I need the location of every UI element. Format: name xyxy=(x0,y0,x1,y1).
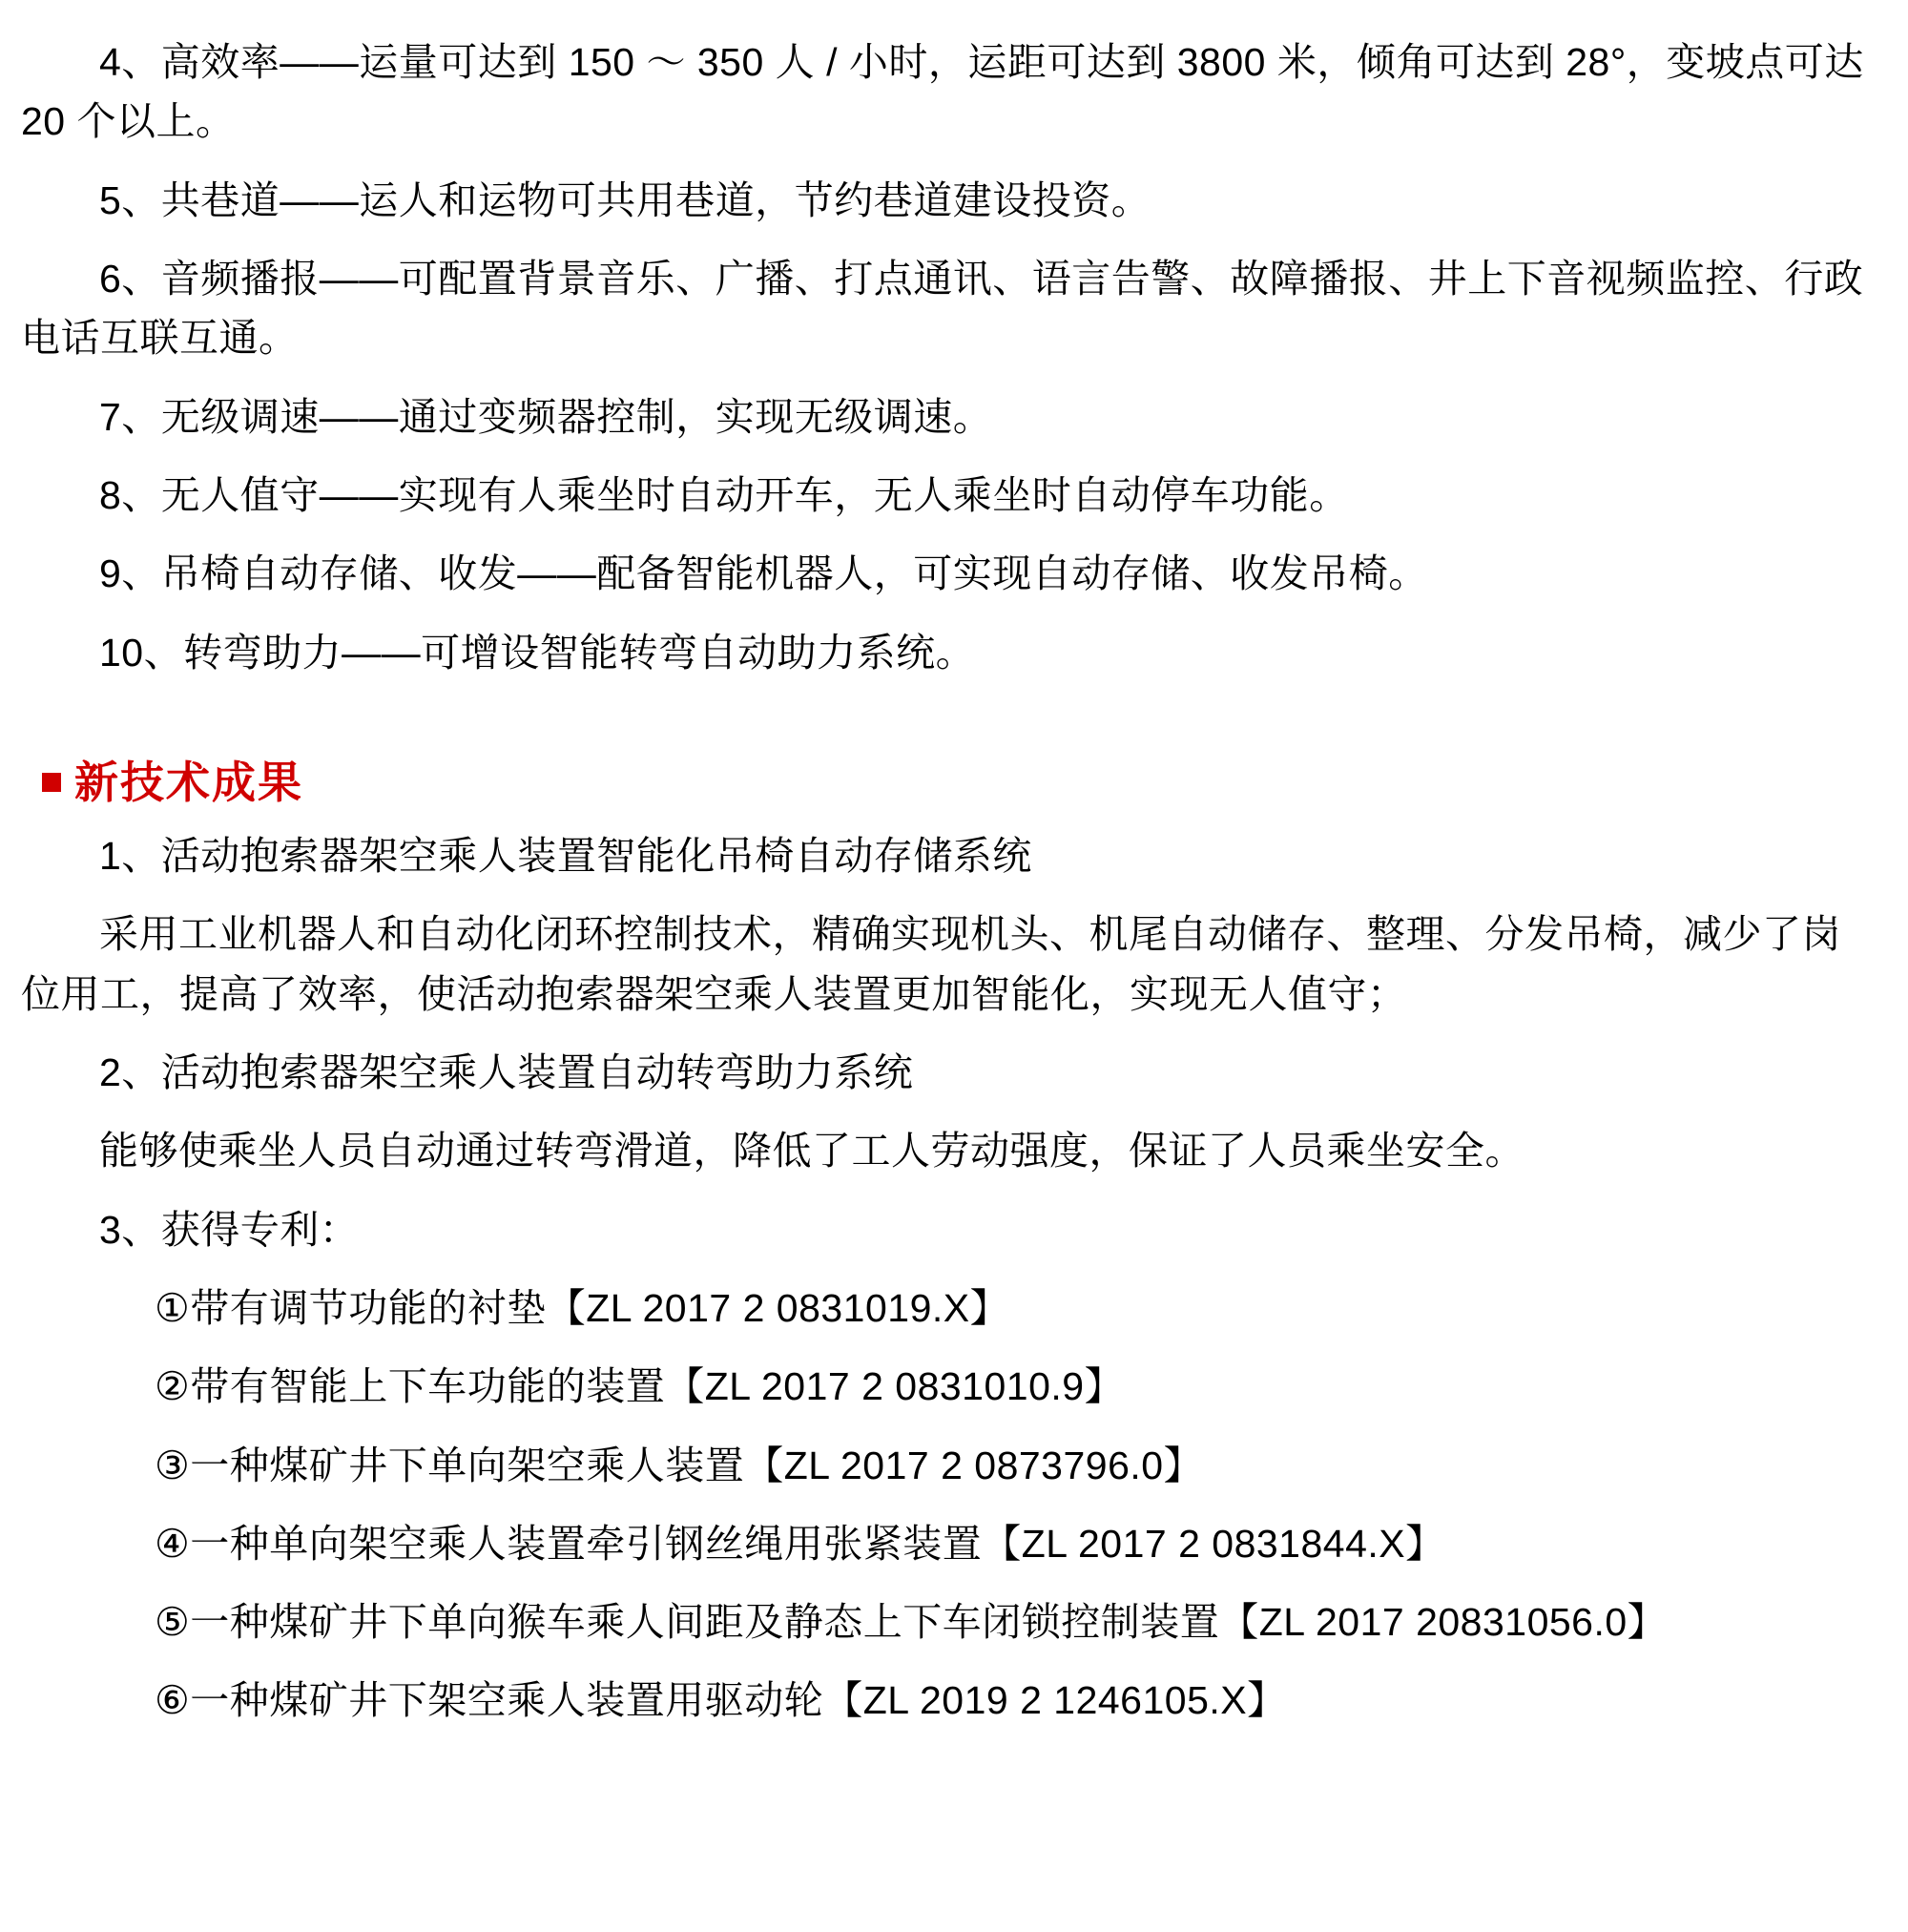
new-tech-item-2: 2、活动抱索器架空乘人装置自动转弯助力系统 xyxy=(99,1049,914,1094)
feature-item-7: 7、无级调速——通过变频器控制，实现无级调速。 xyxy=(99,394,993,439)
section-title: 新技术成果 xyxy=(74,757,303,807)
new-tech-item-1: 1、活动抱索器架空乘人装置智能化吊椅自动存储系统 xyxy=(99,834,1032,878)
patent-item-1: ①带有调节功能的衬垫【ZL 2017 2 0831019.X】 xyxy=(155,1285,1010,1330)
feature-item-9: 9、吊椅自动存储、收发——配备智能机器人，可实现自动存储、收发吊椅。 xyxy=(99,551,1428,596)
patent-item-6: ⑥一种煤矿井下架空乘人装置用驱动轮【ZL 2019 2 1246105.X】 xyxy=(155,1678,1287,1723)
patent-item-3: ③一种煤矿井下单向架空乘人装置【ZL 2017 2 0873796.0】 xyxy=(155,1443,1204,1487)
feature-item-4: 4、高效率——运量可达到 150 ～ 350 人 / 小时，运距可达到 3800 米，倾角可达到 28°，变坡点可达 20 个以上。 xyxy=(21,40,1864,144)
square-bullet-icon xyxy=(42,773,61,792)
patent-item-5: ⑤一种煤矿井下单向猴车乘人间距及静态上下车闭锁控制装置【ZL 2017 20831056.0】 xyxy=(155,1600,1668,1645)
feature-item-6: 6、音频播报——可配置背景音乐、广播、打点通讯、语言告警、故障播报、井上下音视频监控、行政电话互联互通。 xyxy=(21,256,1864,361)
section-heading-new-tech xyxy=(42,757,1872,809)
feature-item-10: 10、转弯助力——可增设智能转弯自动助力系统。 xyxy=(99,630,976,675)
feature-item-5: 5、共巷道——运人和运物可共用巷道，节约巷道建设投资。 xyxy=(99,177,1151,222)
new-tech-item-1-desc: 采用工业机器人和自动化闭环控制技术，精确实现机头、机尾自动储存、整理、分发吊椅，减少了岗位用工，提高了效率，使活动抱索器架空乘人装置更加智能化，实现无人值守； xyxy=(21,912,1841,1016)
feature-item-8: 8、无人值守——实现有人乘坐时自动开车，无人乘坐时自动停车功能。 xyxy=(99,472,1349,517)
new-tech-item-3: 3、获得专利： xyxy=(99,1207,360,1252)
new-tech-item-2-desc: 能够使乘坐人员自动通过转弯滑道，降低了工人劳动强度，保证了人员乘坐安全。 xyxy=(99,1129,1524,1174)
patent-item-2: ②带有智能上下车功能的装置【ZL 2017 2 0831010.9】 xyxy=(155,1364,1125,1409)
patent-item-4: ④一种单向架空乘人装置牵引钢丝绳用张紧装置【ZL 2017 2 0831844.X】 xyxy=(155,1521,1445,1566)
